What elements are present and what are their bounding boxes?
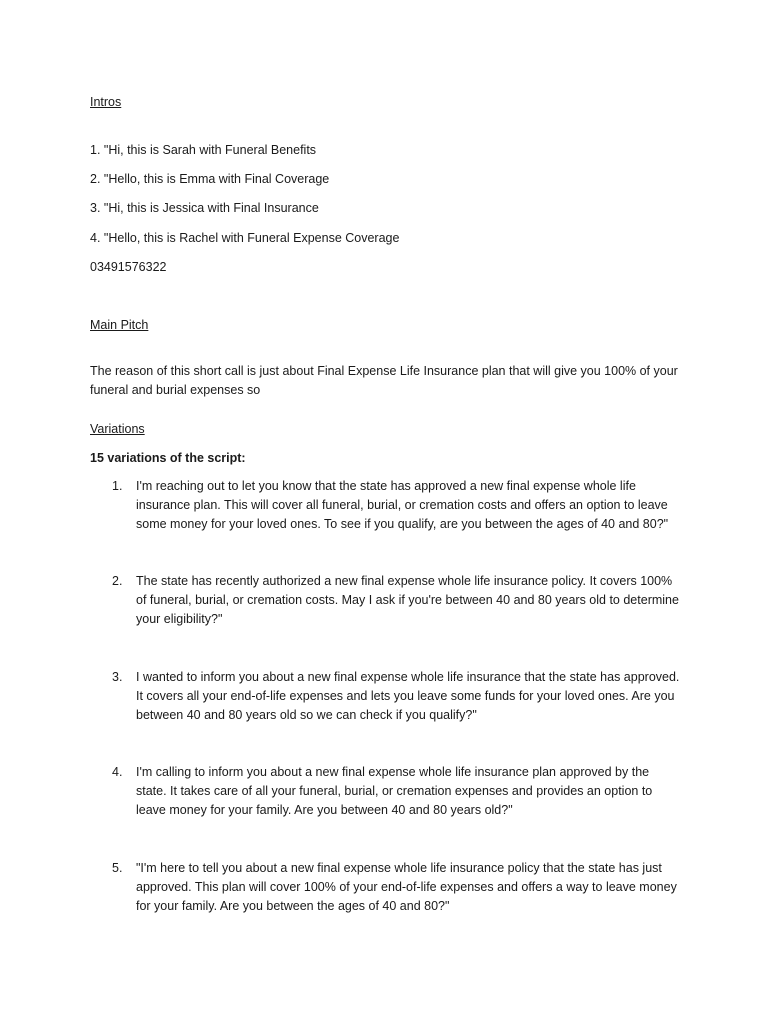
variations-heading: Variations xyxy=(90,422,145,436)
variation-item-3 xyxy=(90,668,680,725)
variation-number: 2. xyxy=(112,574,123,588)
phone-number: 03491576322 xyxy=(90,260,167,274)
variation-item-2 xyxy=(90,572,680,629)
variation-number: 4. xyxy=(112,765,123,779)
variation-number: 5. xyxy=(112,861,123,875)
variation-number: 1. xyxy=(112,479,123,493)
intros-heading: Intros xyxy=(90,95,122,109)
intro-line-4: 4. "Hello, this is Rachel with Funeral Expense Coverage xyxy=(90,231,400,245)
main-pitch-text: The reason of this short call is just about Final Expense Life Insurance plan that will give you 100% of your funeral and burial expenses so xyxy=(90,364,678,397)
variations-subheading: 15 variations of the script: xyxy=(90,451,246,465)
variation-text: The state has recently authorized a new final expense whole life insurance policy. It covers 100% of funeral, burial, or cremation costs. May I ask if you're between 40 and 80 years old to determine your eligibility?" xyxy=(136,574,679,626)
variation-number: 3. xyxy=(112,670,123,684)
main-pitch-heading: Main Pitch xyxy=(90,318,149,332)
variation-item-5 xyxy=(90,859,680,916)
variation-text: I'm calling to inform you about a new final expense whole life insurance plan approved by the state. It takes care of all your funeral, burial, or cremation expenses and provides an option to leave money for your family. Are you between 40 and 80 years old?" xyxy=(136,765,653,817)
intro-line-3: 3. "Hi, this is Jessica with Final Insurance xyxy=(90,201,319,215)
intro-line-1: 1. "Hi, this is Sarah with Funeral Benefits xyxy=(90,143,317,157)
intro-line-2: 2. "Hello, this is Emma with Final Coverage xyxy=(90,172,330,186)
variation-text: I'm reaching out to let you know that the state has approved a new final expense whole life insurance plan. This will cover all funeral, burial, or cremation costs and offers an option to leave some money for your loved ones. To see if you qualify, are you between the ages of 40 and 80?" xyxy=(136,479,669,531)
variation-text: "I'm here to tell you about a new final expense whole life insurance policy that the state has just approved. This plan will cover 100% of your end-of-life expenses and offers a way to leave money for your family. Are you between the ages of 40 and 80?" xyxy=(136,861,677,913)
variation-item-1 xyxy=(90,477,680,534)
variation-item-4 xyxy=(90,763,680,820)
variation-text: I wanted to inform you about a new final expense whole life insurance that the state has approved. It covers all your end-of-life expenses and lets you leave some funds for your loved ones. Are you between 40 and 80 years old so we can check if you qualify?" xyxy=(136,670,680,722)
